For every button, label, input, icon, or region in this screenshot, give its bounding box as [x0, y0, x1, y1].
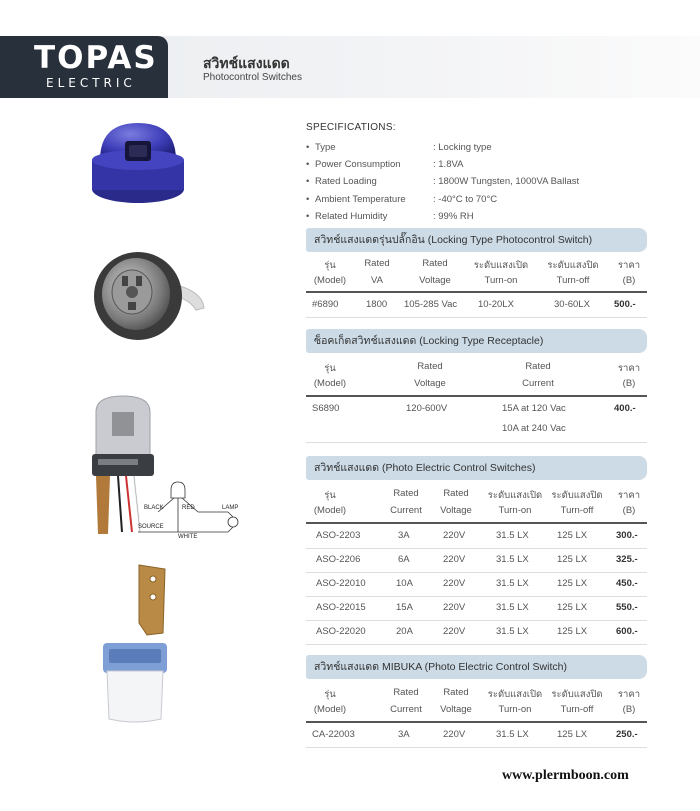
col-header-price: (B) — [622, 505, 636, 516]
cell-voltage: 220V — [443, 602, 466, 613]
logo-sub-text: ELECTRIC — [46, 76, 136, 90]
cell-turnon: 31.5 LX — [496, 626, 529, 637]
brand-logo — [0, 36, 168, 98]
cell-turnoff: 125 LX — [557, 530, 588, 541]
cell-model: ASO-22020 — [316, 626, 366, 637]
cell-model: ASO-2206 — [316, 554, 361, 565]
wire-red-label: RED — [182, 505, 195, 511]
col-header-price: (B) — [622, 378, 636, 389]
table-row — [306, 724, 647, 748]
cell-price: 550.- — [616, 602, 638, 613]
cell-turnoff: 125 LX — [557, 602, 588, 613]
section-mibuka-title: สวิทช์แสงแดด MIBUKA (Photo Electric Control Switch) — [306, 655, 647, 679]
cell-model: ASO-2203 — [316, 530, 361, 541]
spec-value: : 99% RH — [433, 210, 474, 222]
cell-price: 300.- — [616, 530, 638, 541]
col-header-price: (B) — [622, 704, 636, 715]
col-header-voltage: Rated — [443, 488, 469, 499]
col-header-model: (Model) — [313, 505, 347, 516]
col-header-model: รุ่น — [324, 490, 336, 501]
col-header-voltage: Voltage — [440, 704, 472, 715]
col-header-model: รุ่น — [324, 689, 336, 700]
col-header-turnon: Turn-on — [498, 704, 532, 715]
cell-price: 325.- — [616, 554, 638, 565]
wire-white-label: WHITE — [178, 534, 198, 538]
col-header-voltage: Rated — [417, 361, 443, 372]
cell-voltage: 220V — [443, 530, 466, 541]
locking-receptacle-image — [92, 248, 210, 346]
cell-turnon: 31.5 LX — [496, 554, 529, 565]
cell-turnon: 31.5 LX — [496, 530, 529, 541]
cell-voltage: 220V — [443, 554, 466, 565]
col-header-current: Current — [390, 704, 422, 715]
col-header-turnoff: Turn-off — [560, 505, 594, 516]
col-header-price: ราคา — [617, 490, 641, 501]
spec-value: : -40°C to 70°C — [433, 193, 498, 205]
col-header-model: รุ่น — [324, 260, 336, 271]
col-header-voltage: Voltage — [419, 275, 451, 286]
cell-current: 3A — [398, 729, 410, 740]
table-row — [306, 621, 647, 645]
cell-price: 250.- — [616, 729, 638, 740]
col-header-voltage: Rated — [422, 258, 448, 269]
col-header-turnon: ระดับแสงเปิด — [487, 689, 543, 700]
wire-lamp-label: LAMP — [222, 505, 239, 511]
cell-price: 500.- — [614, 299, 636, 310]
col-header-turnon: Turn-on — [484, 275, 518, 286]
col-header-turnon: Turn-on — [498, 505, 532, 516]
col-header-turnoff: ระดับแสงปิด — [547, 260, 599, 271]
cell-current: 10A — [396, 578, 413, 589]
cell-turnon: 31.5 LX — [496, 729, 529, 740]
col-header-price: (B) — [622, 275, 636, 286]
cell-va: 1800 — [366, 299, 388, 310]
section-receptacle-title: ซ็อคเก็ตสวิทช์แสงแดด (Locking Type Receptacle) — [306, 329, 647, 353]
cell-turnoff: 125 LX — [557, 554, 588, 565]
spec-row — [306, 173, 666, 190]
spec-label: • Type — [306, 139, 433, 156]
cell-current: 3A — [398, 530, 410, 541]
cell-price: 450.- — [616, 578, 638, 589]
receptacle-table — [306, 357, 647, 443]
cell-voltage: 120-600V — [406, 403, 448, 414]
mibuka-switch-image — [103, 563, 173, 723]
col-header-turnoff: ระดับแสงปิด — [551, 689, 603, 700]
table-row — [306, 294, 647, 318]
table-rule — [306, 721, 647, 723]
cell-price: 400.- — [614, 403, 636, 414]
table-row — [306, 597, 647, 621]
wire-source-label: SOURCE — [138, 524, 164, 530]
col-header-voltage: Voltage — [440, 505, 472, 516]
cell-model: ASO-22015 — [316, 602, 366, 613]
spec-label: • Power Consumption — [306, 156, 433, 173]
spec-row — [306, 191, 666, 208]
table-row — [306, 525, 647, 549]
table-row — [306, 573, 647, 597]
col-header-current: Current — [390, 505, 422, 516]
col-header-turnon: ระดับแสงเปิด — [487, 490, 543, 501]
spec-row — [306, 139, 666, 156]
col-header-price: ราคา — [617, 260, 641, 271]
spec-label: • Ambient Temperature — [306, 191, 433, 208]
cell-voltage: 220V — [443, 578, 466, 589]
cell-voltage: 220V — [443, 729, 466, 740]
cell-turnoff: 30-60LX — [554, 299, 590, 310]
col-header-va: Rated — [364, 258, 390, 269]
cell-voltage: 220V — [443, 626, 466, 637]
specifications-block — [306, 122, 666, 225]
cell-turnon: 31.5 LX — [496, 602, 529, 613]
spec-value: : Locking type — [433, 142, 492, 153]
cell-current: 20A — [396, 626, 413, 637]
spec-label: • Rated Loading — [306, 173, 433, 190]
table-rule — [306, 291, 647, 293]
col-header-current: Rated — [393, 687, 419, 698]
col-header-current: Rated — [525, 361, 551, 372]
locking-photocontrol-table — [306, 256, 647, 318]
col-header-model: (Model) — [313, 378, 347, 389]
page-title: สวิทช์แสงแดด — [203, 55, 290, 71]
logo-main-text: TOPAS — [34, 40, 158, 76]
cell-turnoff: 125 LX — [557, 729, 588, 740]
col-header-turnon: ระดับแสงเปิด — [473, 260, 529, 271]
spec-label: • Related Humidity — [306, 208, 433, 225]
mibuka-table — [306, 683, 647, 749]
spec-value: : 1.8VA — [433, 159, 464, 171]
section-photo-switches-title: สวิทช์แสงแดด (Photo Electric Control Switches) — [306, 456, 647, 480]
col-header-turnoff: Turn-off — [560, 704, 594, 715]
cell-current: 10A at 240 Vac — [502, 423, 566, 434]
col-header-current: Rated — [393, 488, 419, 499]
col-header-voltage: Rated — [443, 687, 469, 698]
cell-turnoff: 125 LX — [557, 626, 588, 637]
spec-row — [306, 156, 666, 173]
photo-switches-table — [306, 484, 647, 644]
spec-row — [306, 208, 666, 225]
table-rule — [306, 395, 647, 397]
col-header-model: รุ่น — [324, 363, 336, 374]
page-subtitle: Photocontrol Switches — [203, 72, 302, 83]
cell-current: 15A — [396, 602, 413, 613]
cell-model: S6890 — [312, 403, 340, 414]
cell-model: #6890 — [312, 299, 339, 310]
table-row — [306, 398, 647, 443]
col-header-price: ราคา — [617, 689, 641, 700]
col-header-va: VA — [371, 275, 383, 286]
cell-model: CA-22003 — [312, 729, 355, 740]
cell-voltage: 105-285 Vac — [404, 299, 458, 310]
col-header-model: (Model) — [313, 275, 347, 286]
table-rule — [306, 522, 647, 524]
locking-photocontrol-image — [88, 115, 188, 210]
col-header-price: ราคา — [617, 363, 641, 374]
wiring-diagram — [136, 476, 246, 538]
specs-title: SPECIFICATIONS: — [306, 122, 396, 133]
cell-model: ASO-22010 — [316, 578, 366, 589]
section-locking-photocontrol-title: สวิทช์แสงแดดรุ่นปลั๊กอิน (Locking Type Photocontrol Switch) — [306, 228, 647, 252]
col-header-turnoff: ระดับแสงปิด — [551, 490, 603, 501]
website-url[interactable]: www.plermboon.com — [502, 768, 629, 783]
cell-current: 15A at 120 Vac — [502, 403, 566, 414]
col-header-turnoff: Turn-off — [556, 275, 590, 286]
col-header-current: Current — [522, 378, 554, 389]
cell-current: 6A — [398, 554, 410, 565]
cell-turnoff: 125 LX — [557, 578, 588, 589]
col-header-voltage: Voltage — [414, 378, 446, 389]
col-header-model: (Model) — [313, 704, 347, 715]
cell-price: 600.- — [616, 626, 638, 637]
cell-turnon: 10-20LX — [478, 299, 514, 310]
cell-turnon: 31.5 LX — [496, 578, 529, 589]
spec-value: : 1800W Tungsten, 1000VA Ballast — [433, 176, 580, 188]
table-row — [306, 549, 647, 573]
wire-black-label: BLACK — [144, 505, 164, 511]
